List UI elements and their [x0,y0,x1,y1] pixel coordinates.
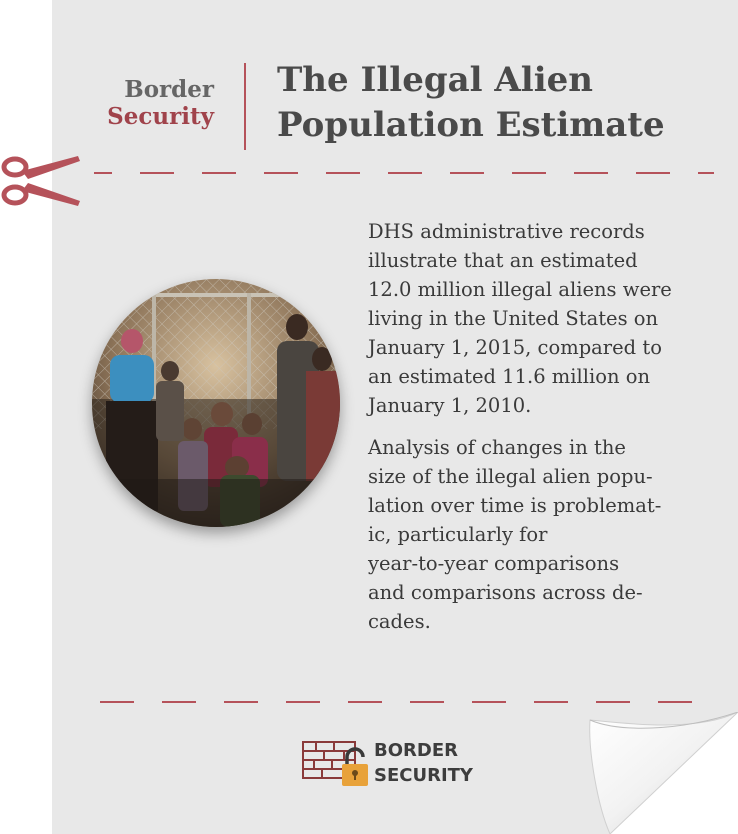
body-text [368,217,703,649]
footer-logo-text [374,738,473,788]
footer-logo-line-2: SECURITY [374,765,473,786]
page-title: The Illegal Alien Population Estimate [277,60,665,145]
brick-wall-padlock-icon [302,738,368,790]
header-divider [244,63,246,150]
paragraph-2: Analysis of changes in the size of the illegal alien popu- lation over time is problemat- ic, particularly for year-to-year comparisons and comparisons across de- cades. [368,436,662,633]
paragraph-1: DHS administrative records illustrate that an estimated 12.0 million illegal aliens were living in the United States on January 1, 2015, compared to an estimated 11.6 million on January 1, 2010. [368,220,672,417]
page-curl [588,712,738,834]
kicker-line-2: Security [107,103,214,130]
scissors-icon [0,148,84,214]
crowd-photo [92,279,340,527]
kicker-line-1: Border [124,76,214,103]
cut-line-top [94,172,714,174]
section-kicker [78,76,214,130]
footer-logo-line-1: BORDER [374,740,458,761]
cut-line-bottom [100,701,708,703]
